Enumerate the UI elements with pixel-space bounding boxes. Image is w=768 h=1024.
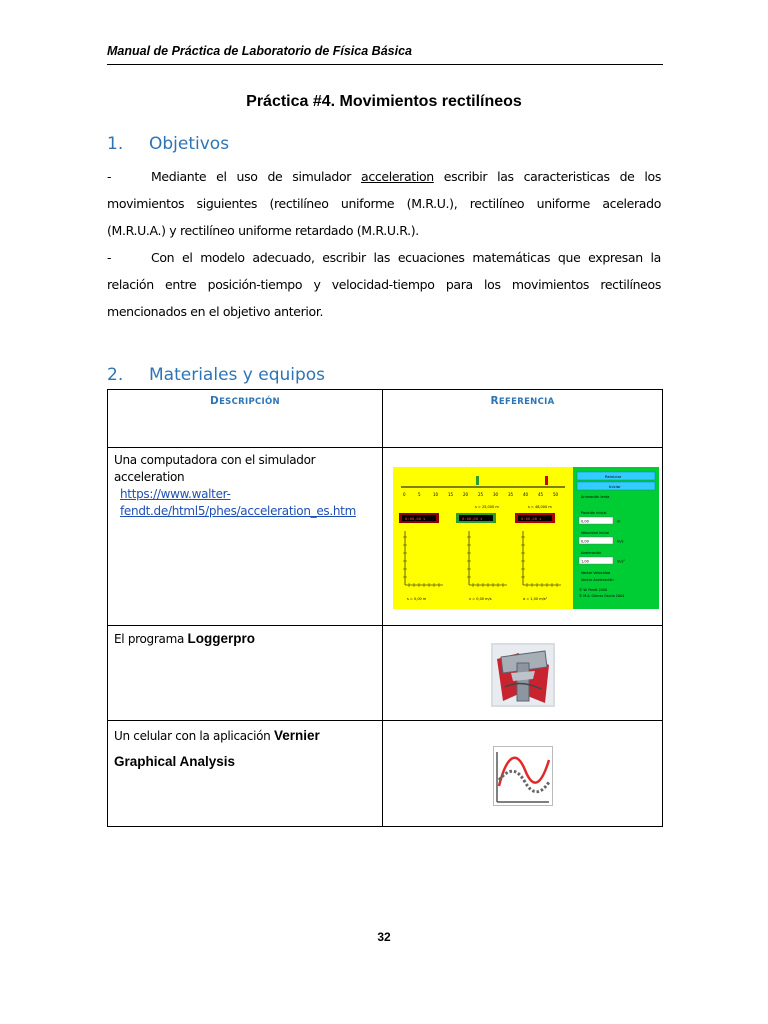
sim-option-label: Velocidad inicial [581, 531, 610, 535]
section-number: 1. [107, 134, 124, 154]
objective-1 [107, 163, 661, 244]
table-row [108, 448, 663, 626]
materials-table [107, 389, 663, 827]
section-objetivos-heading [107, 134, 229, 154]
sim-value-text: 1,00 [581, 559, 589, 564]
sim-tick-label: 45 [538, 492, 544, 497]
sim-readout: s = 0,00 m [407, 597, 427, 601]
row-strong: Vernier Graphical Analysis [114, 728, 320, 769]
sim-value-text: 0,00 [581, 519, 589, 524]
sim-unit-text: m [617, 519, 621, 524]
sim-option-label: Vector Aceleración [581, 578, 614, 582]
row-reference [383, 626, 663, 721]
sim-display-text: 0:00,00 s [462, 516, 483, 521]
sim-tick-label: 20 [463, 492, 469, 497]
sim-readout: a = 1,00 m/s² [523, 597, 548, 601]
sim-option-label: Animación lenta [581, 495, 610, 499]
row-reference [383, 448, 663, 626]
objective-1-text-rest: escribir las caracteristicas de los movimientos siguientes (rectilíneo uniforme (M.R.U.), rectilíneo uniforme acelerado (M.R.U.A.) y rectilíneo uniforme retardado (M.R.U.R.). [107, 169, 661, 238]
sim-tick-label: 50 [553, 492, 559, 497]
graphical-analysis-logo [493, 746, 553, 811]
acceleration-link[interactable]: acceleration [361, 169, 434, 184]
table-row [108, 626, 663, 721]
sim-credit: © M.A. Gómez García 2004 [579, 594, 625, 598]
sim-value-text: 0,00 [581, 539, 589, 544]
loggerpro-logo [491, 643, 555, 712]
sim-pos-label: s = 25,000 m [475, 505, 499, 509]
sim-tick-label: 35 [508, 492, 514, 497]
sim-main-panel [393, 467, 573, 609]
sim-tick-label: 25 [478, 492, 484, 497]
row-reference [383, 721, 663, 827]
objective-1-text: Mediante el uso de simulador [151, 169, 362, 184]
header-initial: D [210, 395, 220, 407]
table-header-row [108, 390, 663, 448]
header-rest: ESCRIPCIÓN [219, 397, 280, 407]
sim-unit-text: m/s [617, 539, 624, 544]
row-description [108, 448, 383, 626]
sim-pos-label: s = 48,000 m [528, 505, 552, 509]
sim-display-text: 0:00,00 s [521, 516, 542, 521]
sim-car-end [545, 476, 548, 485]
row-text: Una computadora con el simulador acceleration [114, 453, 316, 484]
loggerpro-icon [491, 643, 555, 707]
sim-unit-text: m/s² [617, 559, 625, 564]
sim-tick-label: 15 [448, 492, 454, 497]
sim-car-start [476, 476, 479, 485]
row-strong: Loggerpro [187, 631, 256, 646]
sim-display-text: 0:00,00 s [405, 516, 426, 521]
header-initial: R [490, 395, 499, 407]
sim-option-label: Vector Velocidad [581, 571, 611, 575]
document-header: Manual de Práctica de Laboratorio de Física Básica [107, 44, 412, 58]
bullet-dash: - [107, 169, 112, 184]
sim-option-label: Posición inicial [581, 511, 607, 515]
row-description [108, 721, 383, 827]
section-number: 2. [107, 365, 124, 385]
graphical-analysis-icon [493, 746, 553, 806]
sim-tick-label: 30 [493, 492, 499, 497]
row-text: El programa [114, 632, 188, 646]
sim-tick-label: 5 [418, 492, 421, 497]
simulator-image [393, 467, 659, 609]
sim-option-label: Aceleración [581, 551, 602, 555]
sim-button-label: Iniciar [609, 484, 621, 489]
simulator-link[interactable]: https://www.walter-fendt.de/html5/phes/acceleration_es.htm [120, 487, 356, 518]
page-title: Práctica #4. Movimientos rectilíneos [246, 93, 522, 110]
row-text: Un celular con la aplicación [114, 729, 275, 743]
sim-tick-label: 10 [433, 492, 439, 497]
sim-button-label: Reiniciar [605, 474, 622, 479]
sim-credit: © W. Fendt 2000 [579, 588, 607, 592]
simulator-screenshot [393, 467, 659, 614]
header-rule [107, 64, 663, 65]
page-number: 32 [377, 930, 391, 944]
objective-2-text: Con el modelo adecuado, escribir las ecuaciones matemáticas que expresan la relación entre posición-tiempo y velocidad-tiempo para los movimientos rectilíneos mencionados en el objetivo anterior. [107, 250, 661, 319]
section-materiales-heading [107, 365, 325, 385]
header-descripcion [108, 390, 383, 448]
bullet-dash: - [107, 250, 112, 265]
sim-tick-label: 0 [403, 492, 406, 497]
sim-readout: v = 0,00 m/s [469, 597, 492, 601]
table-row [108, 721, 663, 827]
row-description [108, 626, 383, 721]
objective-2 [107, 244, 661, 325]
section-title: Objetivos [149, 134, 230, 154]
header-referencia [383, 390, 663, 448]
section-title: Materiales y equipos [149, 365, 326, 385]
sim-tick-label: 40 [523, 492, 529, 497]
header-rest: EFERENCIA [498, 397, 555, 407]
